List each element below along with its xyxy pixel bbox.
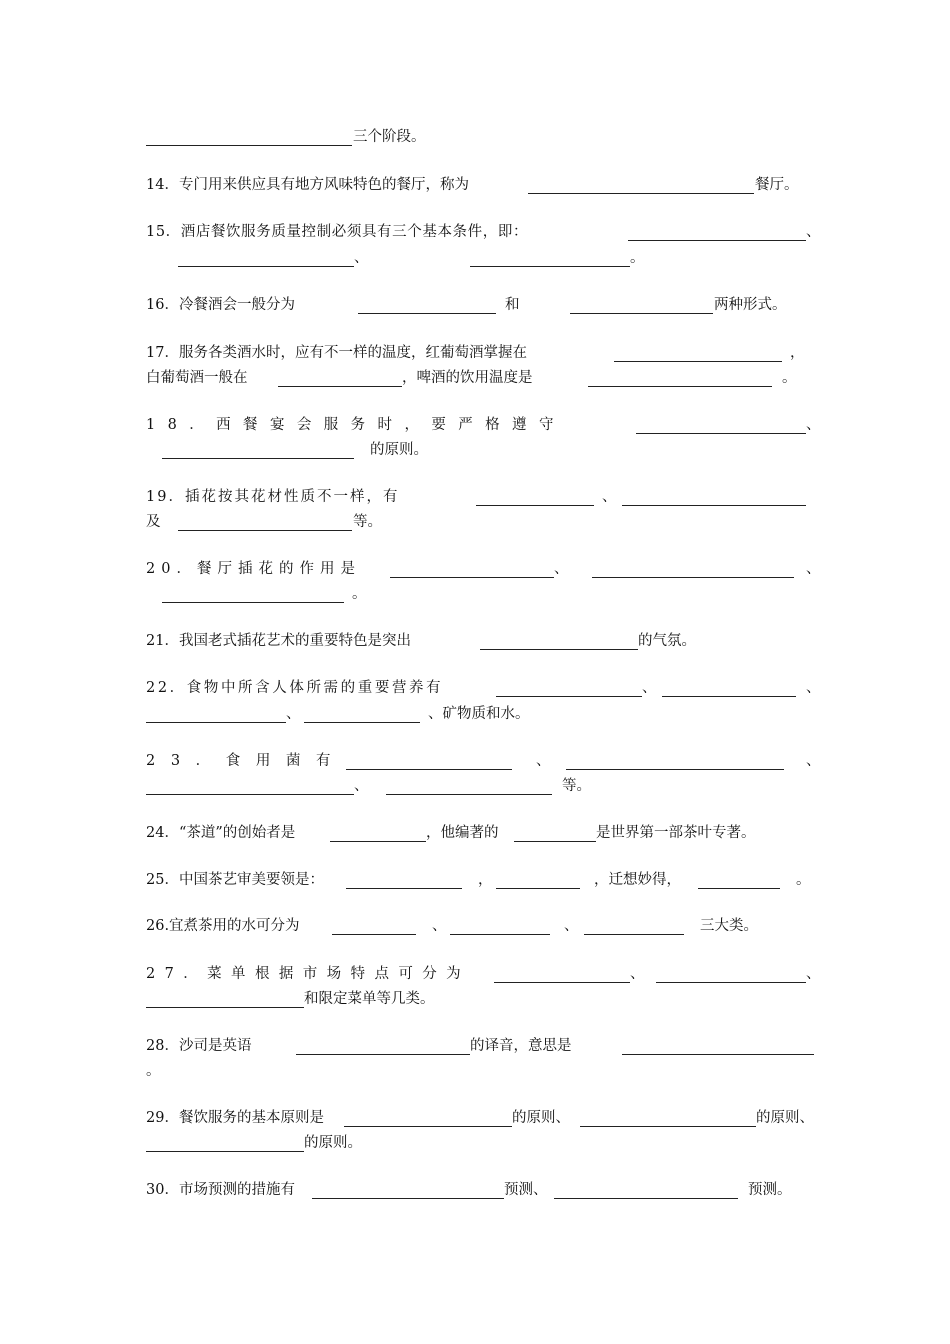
q20-tail: 。 [352,586,367,602]
blank [312,1198,504,1199]
q27-sep2: 、 [806,966,821,982]
q26-sep2: 、 [564,918,579,934]
q22-text: 22．食物中所含人体所需的重要营养有 [146,680,444,696]
blank [628,240,806,241]
blank [566,769,784,770]
blank [592,577,794,578]
blank [296,1054,470,1055]
blank [476,505,594,506]
q29-mid2: 的原则、 [756,1110,814,1126]
q22-sep3: 、 [286,706,301,722]
blank [528,193,754,194]
blank [580,1126,756,1127]
blank [344,1126,512,1127]
q14-text: 14．专门用来供应具有地方风味特色的餐厅，称为 [146,177,469,193]
q29-mid1: 的原则、 [512,1110,570,1126]
q21-tail: 的气氛。 [638,633,696,649]
q17-comma: ， [790,345,805,361]
blank [656,982,806,983]
blank [304,722,420,723]
blank [146,145,352,146]
q25-text: 25．中国茶艺审美要领是： [146,872,324,888]
q25-c2: ，迁想妙得， [594,872,681,888]
q15-sep2: 、 [354,250,369,266]
q20-text: 20．餐厅插花的作用是 [146,561,361,577]
q18-text: 18．西餐宴会服务时，要严格遵守 [146,417,566,433]
q30-mid: 预测、 [504,1182,548,1198]
blank [494,982,630,983]
q30-tail: 预测。 [748,1182,792,1198]
q22-sep2: 、 [806,680,821,696]
blank [662,696,796,697]
blank [278,386,402,387]
q26-tail: 三大类。 [700,918,758,934]
blank [636,433,806,434]
blank [496,888,580,889]
q27-tail: 和限定菜单等几类。 [304,991,435,1007]
blank [514,841,596,842]
q13-tail: 三个阶段。 [353,129,426,145]
q26-text: 26.宜煮茶用的水可分为 [146,918,300,934]
q29-text: 29．餐饮服务的基本原则是 [146,1110,324,1126]
q27-sep1: 、 [630,966,645,982]
q18-tail: 的原则。 [370,442,428,458]
blank [554,1198,738,1199]
q23-sep2: 、 [806,753,821,769]
q18-sep: 、 [806,417,821,433]
q16-mid: 和 [505,297,520,313]
q20-sep1: 、 [554,561,569,577]
q17-text2: 白葡萄酒一般在 [146,370,248,386]
q30-text: 30．市场预测的措施有 [146,1182,295,1198]
q25-tail: 。 [796,872,811,888]
q17-mid: ，啤酒的饮用温度是 [402,370,533,386]
q16-text: 16．冷餐酒会一般分为 [146,297,295,313]
q15-sep1: 、 [806,224,821,240]
q19-text: 19．插花按其花材性质不一样，有 [146,489,400,505]
q27-text: 27．菜单根据市场特点可分为 [146,966,471,982]
q19-text2: 及 [146,514,161,530]
blank [346,769,512,770]
q28-mid: 的译音，意思是 [470,1038,572,1054]
blank [622,505,806,506]
q14-tail: 餐厅。 [755,177,799,193]
q21-text: 21．我国老式插花艺术的重要特色是突出 [146,633,411,649]
blank [450,934,550,935]
blank [480,649,638,650]
q23-sep1: 、 [536,753,551,769]
q15-text: 15．酒店餐饮服务质量控制必须具有三个基本条件，即： [146,224,529,240]
blank [390,577,554,578]
q19-sep: 、 [602,489,617,505]
blank [614,361,782,362]
blank [146,794,354,795]
q16-tail: 两种形式。 [714,297,787,313]
blank [162,458,354,459]
q28-text: 28．沙司是英语 [146,1038,252,1054]
q23-sep3: 、 [354,778,369,794]
blank [332,934,416,935]
q20-sep2: 、 [806,561,821,577]
q22-sep1: 、 [642,680,657,696]
q23-tail: 等。 [562,778,591,794]
q15-tail: 。 [630,250,645,266]
q22-tail: 、矿物质和水。 [428,706,530,722]
blank [330,841,426,842]
q25-c1: ， [478,872,493,888]
blank [178,266,354,267]
blank [146,1007,304,1008]
q24-mid: ，他编著的 [426,825,499,841]
blank [588,386,772,387]
blank [584,934,684,935]
q28-tail: 。 [146,1063,161,1079]
q26-sep1: 、 [432,918,447,934]
blank [470,266,630,267]
blank [358,313,496,314]
q23-text: 23．食用菌有 [146,753,347,769]
blank [570,313,713,314]
q19-tail: 等。 [353,514,382,530]
q24-tail: 是世界第一部茶叶专著。 [596,825,756,841]
blank [496,696,642,697]
blank [178,530,352,531]
q17-tail: 。 [782,370,797,386]
blank [346,888,462,889]
blank [146,722,286,723]
blank [698,888,780,889]
blank [146,1151,304,1152]
q17-text: 17．服务各类酒水时，应有不一样的温度，红葡萄酒掌握在 [146,345,527,361]
q24-text: 24．“茶道”的创始者是 [146,825,296,841]
blank [622,1054,814,1055]
blank [386,794,552,795]
q29-tail: 的原则。 [304,1135,362,1151]
blank [162,602,344,603]
